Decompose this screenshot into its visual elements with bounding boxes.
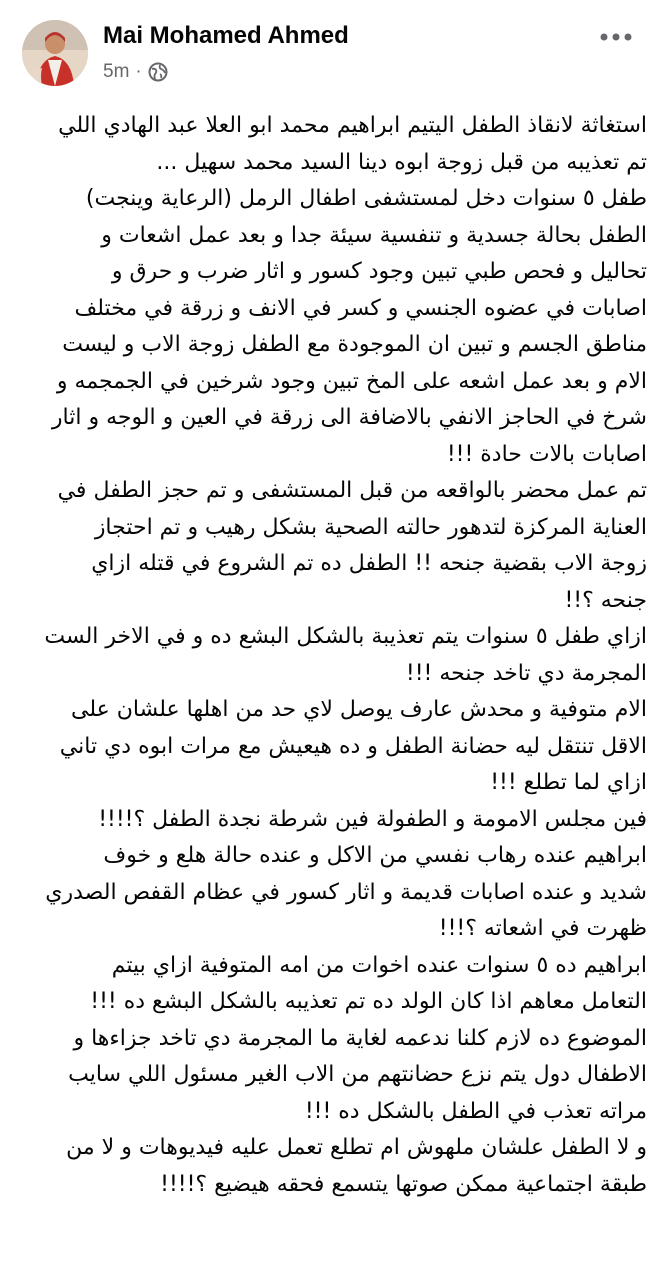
post-line: الام متوفية و محدش عارف يوصل لاي حد من اهلها علشان على — [71, 697, 647, 722]
post-line: اصابات بالات حادة !!! — [446, 441, 647, 467]
post-header — [0, 0, 663, 100]
avatar[interactable] — [22, 20, 88, 86]
avatar-image — [22, 20, 88, 86]
post-line: الاقل تنتقل ليه حضانة الطفل و ده هيعيش مع مرات ابوه دي تاني — [59, 733, 647, 759]
post-timestamp[interactable]: 5m — [103, 61, 130, 82]
post-line: طبقة اجتماعية ممكن صوتها يتسمع فحقه هيضيع ؟!!!! — [160, 1171, 647, 1197]
post-line: اصابات في عضوه الجنسي و كسر في الانف و زرقة في مختلف — [74, 295, 647, 321]
post-line: فين مجلس الامومة و الطفولة فين شرطة نجدة الطفل ؟!!!! — [98, 806, 647, 832]
post-line: الموضوع ده لازم كلنا ندعمه لغاية ما المجرمة دي تاخد جزاءها و — [73, 1025, 647, 1051]
post-line: تحاليل و فحص طبي تبين وجود كسور و اثار ضرب و حرق و — [111, 259, 647, 284]
post-line: الاطفال دول يتم نزع حضانتهم من الاب الغير مسئول اللي سايب — [68, 1062, 647, 1087]
post-line: طفل ٥ سنوات دخل لمستشفى اطفال الرمل (الرعاية وينجت) — [85, 186, 647, 211]
post-line: شديد و عنده اصابات قديمة و اثار كسور في عظام القفص الصدري — [45, 879, 647, 905]
author-name[interactable]: Mai Mohamed Ahmed — [103, 22, 349, 49]
post-line: استغاثة لانقاذ الطفل اليتيم ابراهيم محمد ابو العلا عبد الهادي اللي — [58, 113, 647, 138]
post-line: جنحه ؟!! — [564, 587, 647, 613]
post-line: التعامل معاهم اذا كان الولد ده تم تعذيبه بالشكل البشع ده !!! — [90, 989, 647, 1014]
post-line: تم تعذيبه من قبل زوجة ابوه دينا السيد محمد سهيل ... — [156, 149, 647, 175]
post-line: ظهرت في اشعاته ؟!!! — [438, 916, 647, 941]
post-line: و لا الطفل علشان ملهوش ام تطلع تعمل عليه فيديوهات و لا من — [66, 1135, 647, 1160]
more-horizontal-icon — [599, 32, 633, 42]
post-line: مراته تعذب في الطفل بالشكل ده !!! — [304, 1098, 647, 1124]
post-line: تم عمل محضر بالواقعه من قبل المستشفى و تم حجز الطفل في — [57, 478, 647, 503]
post-line: الام و بعد عمل اشعه على المخ تبين وجود شرخين في الجمجمه و — [56, 368, 647, 394]
post-line: ابراهيم ده ٥ سنوات عنده اخوات من امه المتوفية ازاي بيتم — [111, 952, 647, 978]
post-line: ازاي طفل ٥ سنوات يتم تعذيبة بالشكل البشع ده و في الاخر الست — [44, 624, 647, 649]
more-options-button[interactable] — [594, 22, 638, 52]
globe-icon[interactable] — [148, 62, 168, 82]
post-line: مناطق الجسم و تبين ان الموجودة مع الطفل زوجة الاب و ليست — [62, 332, 647, 357]
post-line: ازاي لما تطلع !!! — [490, 770, 647, 795]
post-line: العناية المركزة لتدهور حالته الصحية بشكل رهيب و تم احتجاز — [94, 514, 647, 540]
post-body — [36, 108, 647, 1280]
post-line: زوجة الاب بقضية جنحه !! الطفل ده تم الشروع في قتله ازاي — [91, 551, 647, 576]
post-line: المجرمة دي تاخد جنحه !!! — [405, 660, 647, 686]
meta-separator: · — [135, 61, 142, 82]
post-meta — [103, 58, 168, 86]
post-line: الطفل بحالة جسدية و تنفسية سيئة جدا و بعد عمل اشعات و — [101, 222, 647, 248]
post-line: ابراهيم عنده رهاب نفسي من الاكل و عنده حالة هلع و خوف — [103, 843, 647, 868]
post-line: شرخ في الحاجز الانفي بالاضافة الى زرقة في العين و الوجه و اثار — [51, 405, 647, 430]
